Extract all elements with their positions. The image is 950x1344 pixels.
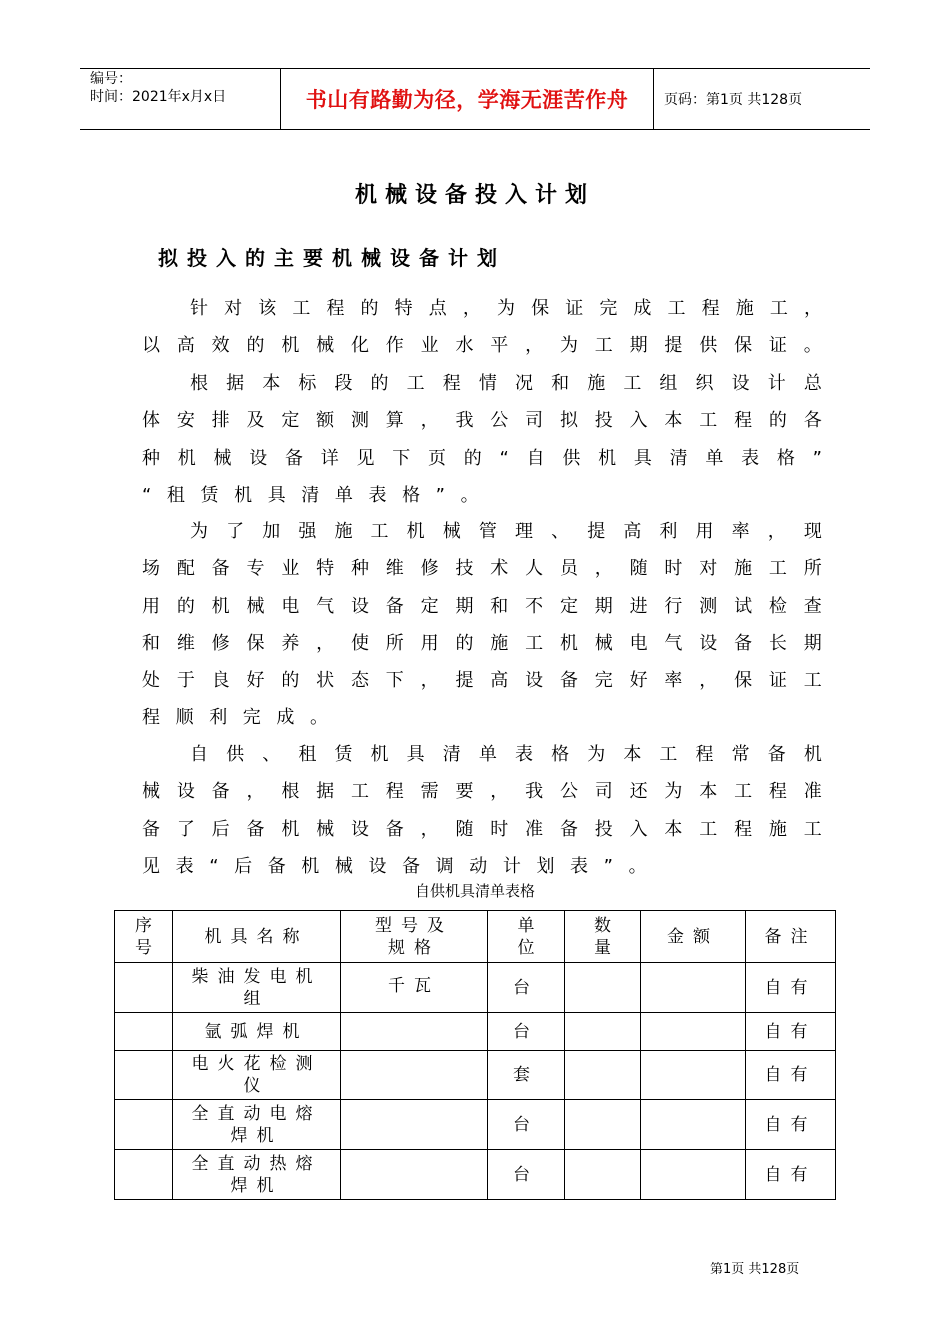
paragraph-line: 根 据 本 标 段 的 工 程 情 况 和 施 工 组 织 设 计 总: [190, 373, 822, 394]
cell-name: 氩弧焊机: [173, 1013, 341, 1051]
cell-unit: 台: [488, 963, 565, 1013]
header-cell-qty: 数量: [565, 911, 641, 963]
cell-qty: [565, 1013, 641, 1051]
cell-spec: [341, 1013, 488, 1051]
equipment-table: [114, 910, 836, 1200]
paragraph-line: 和 维 修 保 养 ， 使 所 用 的 施 工 机 械 电 气 设 备 长 期: [142, 632, 822, 654]
paragraph-line: 处 于 良 好 的 状 态 下 ， 提 高 设 备 完 好 率 ， 保 证 工: [142, 670, 822, 692]
cell-unit: 套: [488, 1051, 565, 1100]
table-row: [115, 1013, 836, 1051]
cell-name: 柴油发电机组: [173, 963, 341, 1013]
paragraph-line: 针 对 该 工 程 的 特 点 ， 为 保 证 完 成 工 程 施 工 ，: [190, 298, 822, 319]
document-title: 机械设备投入计划: [354, 183, 595, 208]
paragraph-line: 场 配 备 专 业 特 种 维 修 技 术 人 员 ， 随 时 对 施 工 所: [142, 558, 822, 580]
paragraph-line: 备 了 后 备 机 械 设 备 ， 随 时 准 备 投 入 本 工 程 施 工: [142, 818, 822, 840]
cell-spec: 千瓦: [341, 963, 488, 1013]
table-row: [115, 1051, 836, 1100]
cell-unit: 台: [488, 1013, 565, 1051]
cell-spec: [341, 1150, 488, 1200]
page-footer: 第1页 共128页: [710, 1262, 800, 1277]
cell-qty: [565, 1051, 641, 1100]
cell-amount: [641, 963, 746, 1013]
cell-qty: [565, 963, 641, 1013]
cell-qty: [565, 1100, 641, 1150]
header-meta: [80, 69, 281, 129]
paragraph-line: 程 顺 利 完 成 。: [142, 707, 328, 729]
cell-name: 电火花检测仪: [173, 1051, 341, 1100]
cell-amount: [641, 1150, 746, 1200]
header-cell-note: 备注: [746, 911, 836, 963]
cell-spec: [341, 1100, 488, 1150]
page-header: [80, 68, 870, 130]
cell-no: [115, 963, 173, 1013]
cell-note: 自有: [746, 1150, 836, 1200]
table-caption: 自供机具清单表格: [414, 882, 535, 900]
paragraph: [142, 365, 822, 514]
table-row: [115, 1150, 836, 1200]
doc-number-label: 编号：: [90, 71, 132, 87]
cell-name: 全直动热熔焊机: [173, 1150, 341, 1200]
cell-unit: 台: [488, 1100, 565, 1150]
paragraph-line: 为 了 加 强 施 工 机 械 管 理 、 提 高 利 用 率 ， 现: [190, 521, 822, 542]
doc-time-label: 时间：2021年x月x日: [90, 89, 227, 105]
cell-no: [115, 1150, 173, 1200]
header-cell-no: 序号: [115, 911, 173, 963]
cell-unit: 台: [488, 1150, 565, 1200]
header-page-info: 页码：第1页 共128页: [664, 92, 803, 108]
paragraph-line: “ 租 赁 机 具 清 单 表 格 ” 。: [142, 484, 479, 506]
header-motto: 书山有路勤为径，学海无涯苦作舟: [305, 88, 629, 112]
paragraph: [142, 513, 822, 737]
cell-note: 自有: [746, 963, 836, 1013]
paragraph-line: 以 高 效 的 机 械 化 作 业 水 平 ， 为 工 期 提 供 保 证 。: [142, 335, 822, 357]
paragraph: [142, 736, 822, 885]
header-cell-amount: 金额: [641, 911, 746, 963]
cell-spec: [341, 1051, 488, 1100]
paragraph-line: 用 的 机 械 电 气 设 备 定 期 和 不 定 期 进 行 测 试 检 查: [142, 595, 822, 617]
paragraph-line: 自 供 、 租 赁 机 具 清 单 表 格 为 本 工 程 常 备 机: [190, 744, 822, 765]
cell-no: [115, 1051, 173, 1100]
cell-note: 自有: [746, 1051, 836, 1100]
cell-qty: [565, 1150, 641, 1200]
cell-amount: [641, 1100, 746, 1150]
cell-note: 自有: [746, 1013, 836, 1051]
header-page-cell: [654, 69, 870, 129]
cell-no: [115, 1100, 173, 1150]
header-motto-cell: [281, 69, 654, 129]
paragraph-line: 见 表 “ 后 备 机 械 设 备 调 动 计 划 表 ” 。: [142, 855, 647, 877]
table-row: [115, 1100, 836, 1150]
cell-no: [115, 1013, 173, 1051]
header-cell-spec: 型号及规格: [341, 911, 488, 963]
cell-name: 全直动电熔焊机: [173, 1100, 341, 1150]
section-subtitle: 拟投入的主要机械设备计划: [158, 246, 506, 270]
cell-amount: [641, 1013, 746, 1051]
header-cell-unit: 单位: [488, 911, 565, 963]
paragraph: [142, 290, 822, 365]
table-row: [115, 963, 836, 1013]
paragraph-line: 械 设 备 ， 根 据 工 程 需 要 ， 我 公 司 还 为 本 工 程 准: [142, 781, 822, 803]
table-header-row: [115, 911, 836, 963]
cell-note: 自有: [746, 1100, 836, 1150]
cell-amount: [641, 1051, 746, 1100]
header-cell-name: 机具名称: [173, 911, 341, 963]
paragraph-line: 种 机 械 设 备 详 见 下 页 的 “ 自 供 机 具 清 单 表 格 ”: [142, 447, 822, 469]
paragraph-line: 体 安 排 及 定 额 测 算 ， 我 公 司 拟 投 入 本 工 程 的 各: [142, 410, 822, 432]
